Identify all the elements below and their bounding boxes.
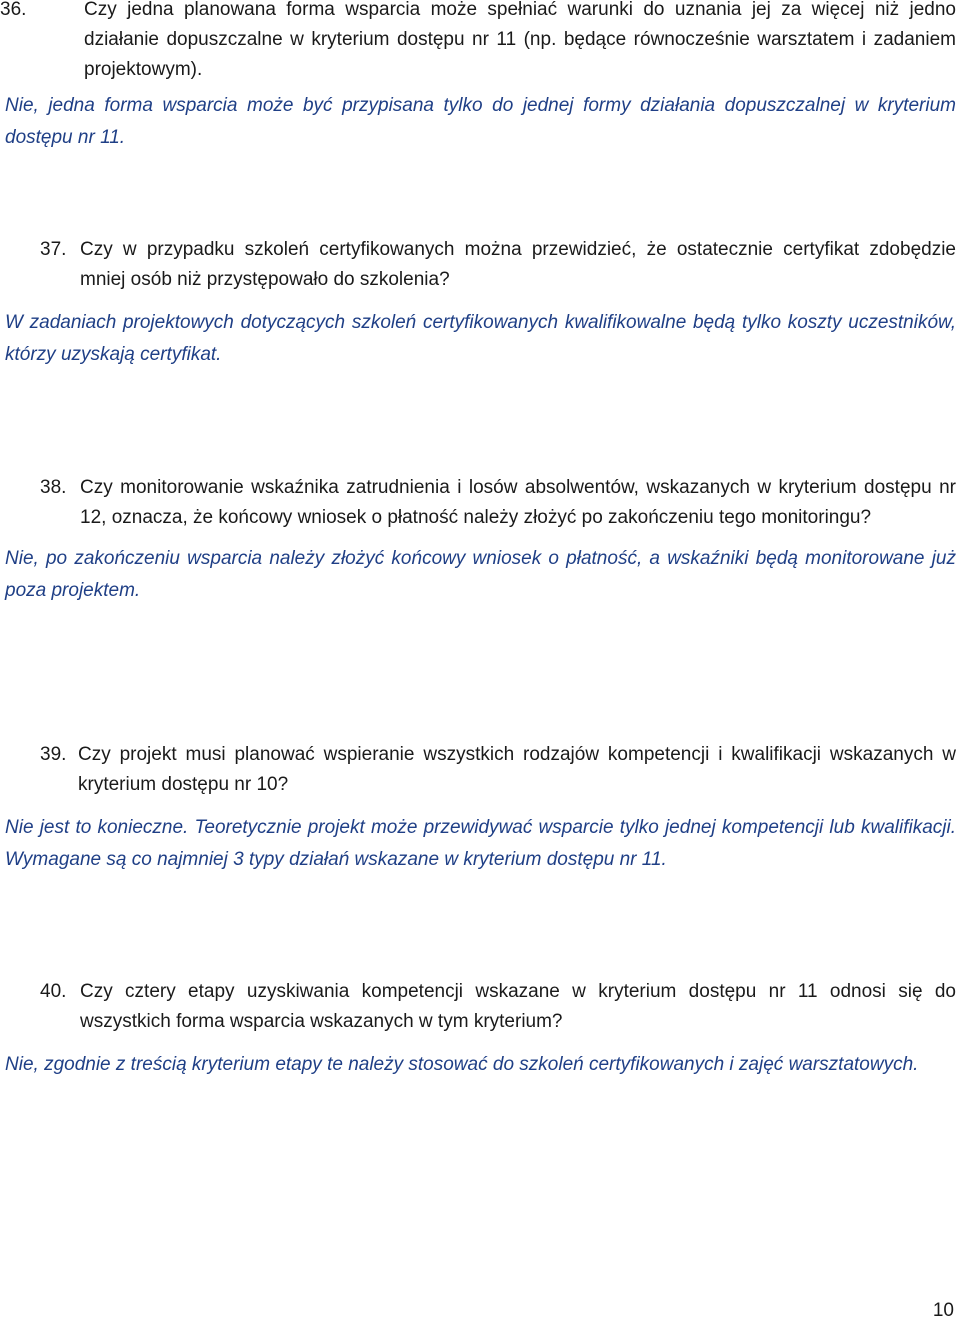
question-38 bbox=[0, 473, 956, 533]
answer-40: Nie, zgodnie z treścią kryterium etapy te należy stosować do szkoleń certyfikowanych i zajęć warsztatowych. bbox=[5, 1054, 919, 1075]
question-text: Czy projekt musi planować wspieranie wszystkich rodzajów kompetencji i kwalifikacji wskazanych w kryterium dostępu nr 10? bbox=[78, 744, 956, 795]
question-number: 37. bbox=[40, 239, 67, 260]
answer-36: Nie, jedna forma wsparcia może być przypisana tylko do jednej formy działania dopuszczalnej w kryterium dostępu nr 11. bbox=[5, 95, 956, 148]
answer-37: W zadaniach projektowych dotyczących szkoleń certyfikowanych kwalifikowalne będą tylko koszty uczestników, którzy uzyskają certyfikat. bbox=[5, 312, 956, 365]
qa-item-40 bbox=[0, 977, 956, 1081]
question-number: 40. bbox=[40, 981, 67, 1002]
question-number: 36. bbox=[0, 0, 27, 20]
question-number: 39. bbox=[40, 744, 67, 765]
question-text: Czy jedna planowana forma wsparcia może spełniać warunki do uznania jej za więcej niż jedno działanie dopuszczalne w kryterium dostępu nr 11 (np. będące równocześnie warsztatem i zadaniem projektowym). bbox=[84, 0, 956, 80]
question-text: Czy w przypadku szkoleń certyfikowanych można przewidzieć, że ostatecznie certyfikat zdobędzie mniej osób niż przystępowało do szkolenia? bbox=[80, 239, 956, 290]
qa-item-37 bbox=[0, 235, 956, 371]
question-number: 38. bbox=[40, 477, 67, 498]
question-39 bbox=[0, 740, 956, 800]
answer-39: Nie jest to konieczne. Teoretycznie projekt może przewidywać wsparcie tylko jednej kompetencji lub kwalifikacji. Wymagane są co najmniej 3 typy działań wskazane w kryterium dostępu nr 11. bbox=[5, 817, 956, 870]
question-40 bbox=[0, 977, 956, 1037]
qa-item-38 bbox=[0, 473, 956, 607]
question-36 bbox=[0, 0, 956, 85]
page-number: 10 bbox=[932, 1300, 954, 1321]
answer-38: Nie, po zakończeniu wsparcia należy złożyć końcowy wniosek o płatność, a wskaźniki będą monitorowane już poza projektem. bbox=[5, 548, 956, 601]
qa-item-36 bbox=[0, 0, 956, 154]
qa-item-39 bbox=[0, 740, 956, 876]
question-text: Czy cztery etapy uzyskiwania kompetencji wskazane w kryterium dostępu nr 11 odnosi się do wszystkich forma wsparcia wskazanych w tym kryterium? bbox=[80, 981, 956, 1032]
question-37 bbox=[0, 235, 956, 295]
question-text: Czy monitorowanie wskaźnika zatrudnienia i losów absolwentów, wskazanych w kryterium dostępu nr 12, oznacza, że końcowy wniosek o płatność należy złożyć po zakończeniu tego monitoringu? bbox=[80, 477, 956, 528]
